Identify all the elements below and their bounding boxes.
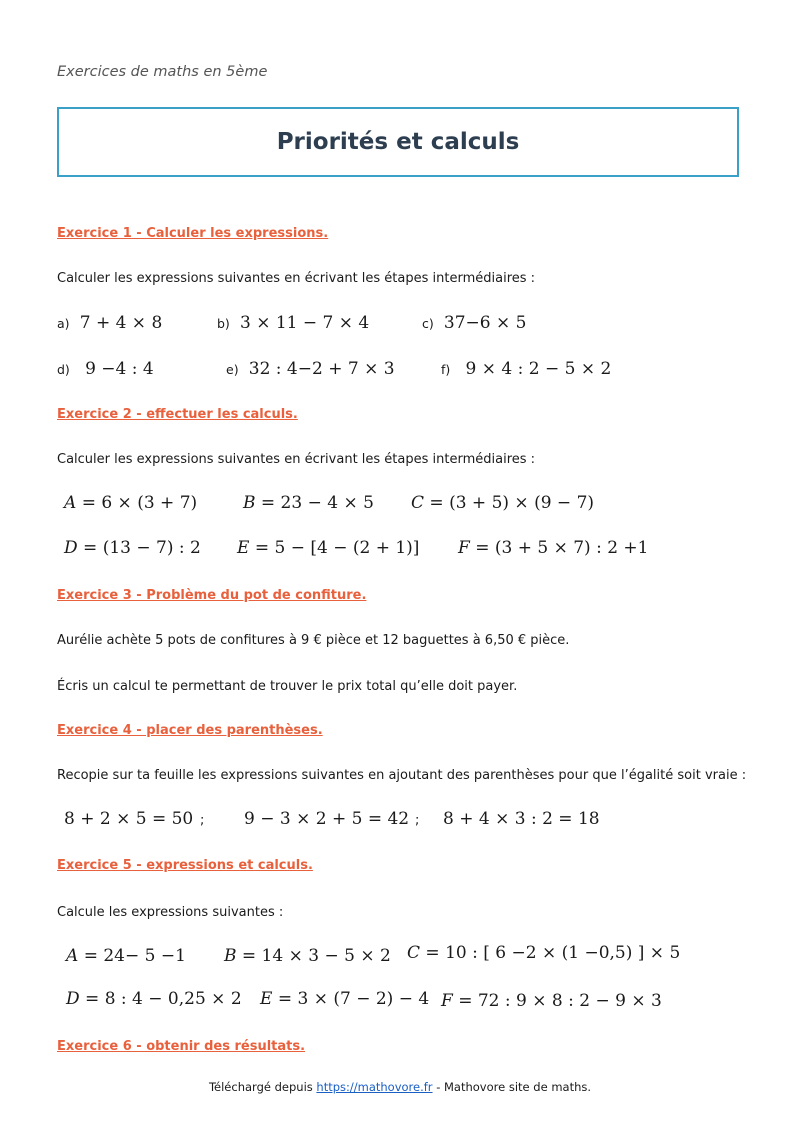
exercise-5-expr-c: C = 10 : [ 6 −2 × (1 −0,5) ] × 5 (407, 943, 681, 963)
exercise-3-heading: Exercice 3 - Problème du pot de confiture. (57, 588, 367, 603)
exercise-5-expr-e: E = 3 × (7 − 2) − 4 (260, 989, 430, 1009)
exercise-5-expr-f: F = 72 : 9 × 8 : 2 − 9 × 3 (441, 991, 662, 1011)
page-subtitle: Exercices de maths en 5ème (57, 64, 268, 80)
exercise-5-expr-a: A = 24− 5 −1 (66, 946, 186, 966)
page-title: Priorités et calculs (276, 129, 520, 155)
exercise-2-instruction: Calculer les expressions suivantes en écrivant les étapes intermédiaires : (57, 452, 536, 467)
exercise-2-heading: Exercice 2 - effectuer les calculs. (57, 407, 298, 422)
expression: 7 + 4 × 8 (79, 313, 163, 333)
title-box (57, 107, 739, 177)
exercise-2-expr-e: E = 5 − [4 − (2 + 1)] (237, 538, 420, 558)
exercise-1-item-e: e) 32 : 4−2 + 7 × 3 (226, 359, 395, 379)
exercise-1-item-b: b) 3 × 11 − 7 × 4 (217, 313, 370, 333)
expression: 3 × 11 − 7 × 4 (239, 313, 370, 333)
exercise-1-item-f: f) 9 × 4 : 2 − 5 × 2 (441, 359, 612, 379)
exercise-4-expr-1: 8 + 2 × 5 = 50 (64, 809, 194, 829)
exercise-2-expr-d: D = (13 − 7) : 2 (64, 538, 201, 558)
footer-link[interactable]: https://mathovore.fr (316, 1080, 433, 1094)
exercise-1-item-a: a) 7 + 4 × 8 (57, 313, 163, 333)
exercise-2-expr-f: F = (3 + 5 × 7) : 2 +1 (458, 538, 649, 558)
exercise-3-question: Écris un calcul te permettant de trouver le prix total qu’elle doit payer. (57, 679, 518, 694)
footer-prefix: Téléchargé depuis (208, 1080, 317, 1094)
exercise-2-expr-b: B = 23 − 4 × 5 (243, 493, 374, 513)
exercise-5-expr-b: B = 14 × 3 − 5 × 2 (224, 946, 391, 966)
exercise-6-heading: Exercice 6 - obtenir des résultats. (57, 1039, 306, 1054)
separator: ; (200, 813, 205, 828)
expression: 37−6 × 5 (443, 313, 527, 333)
exercise-5-instruction: Calcule les expressions suivantes : (57, 905, 284, 920)
exercise-2-expr-c: C = (3 + 5) × (9 − 7) (411, 493, 595, 513)
exercise-5-heading: Exercice 5 - expressions et calculs. (57, 858, 313, 873)
expression: 9 −4 : 4 (85, 359, 154, 379)
exercise-2-expr-a: A = 6 × (3 + 7) (64, 493, 198, 513)
footer (0, 1080, 800, 1094)
separator: ; (415, 813, 420, 828)
exercise-4-expr-2: 9 − 3 × 2 + 5 = 42 (244, 809, 410, 829)
expression: 9 × 4 : 2 − 5 × 2 (465, 359, 612, 379)
footer-suffix: - Mathovore site de maths. (432, 1080, 592, 1094)
expression: 32 : 4−2 + 7 × 3 (248, 359, 395, 379)
exercise-1-item-c: c) 37−6 × 5 (422, 313, 527, 333)
exercise-5-expr-d: D = 8 : 4 − 0,25 × 2 (66, 989, 242, 1009)
exercise-4-instruction: Recopie sur ta feuille les expressions suivantes en ajoutant des parenthèses pour que l’égalité soit vraie : (57, 768, 747, 783)
exercise-1-heading: Exercice 1 - Calculer les expressions. (57, 226, 329, 241)
exercise-4-heading: Exercice 4 - placer des parenthèses. (57, 723, 323, 738)
exercise-3-statement: Aurélie achète 5 pots de confitures à 9 € pièce et 12 baguettes à 6,50 € pièce. (57, 633, 570, 648)
exercise-1-item-d: d) 9 −4 : 4 (57, 359, 154, 379)
exercise-4-expr-3: 8 + 4 × 3 : 2 = 18 (443, 809, 600, 829)
exercise-1-instruction: Calculer les expressions suivantes en écrivant les étapes intermédiaires : (57, 271, 536, 286)
